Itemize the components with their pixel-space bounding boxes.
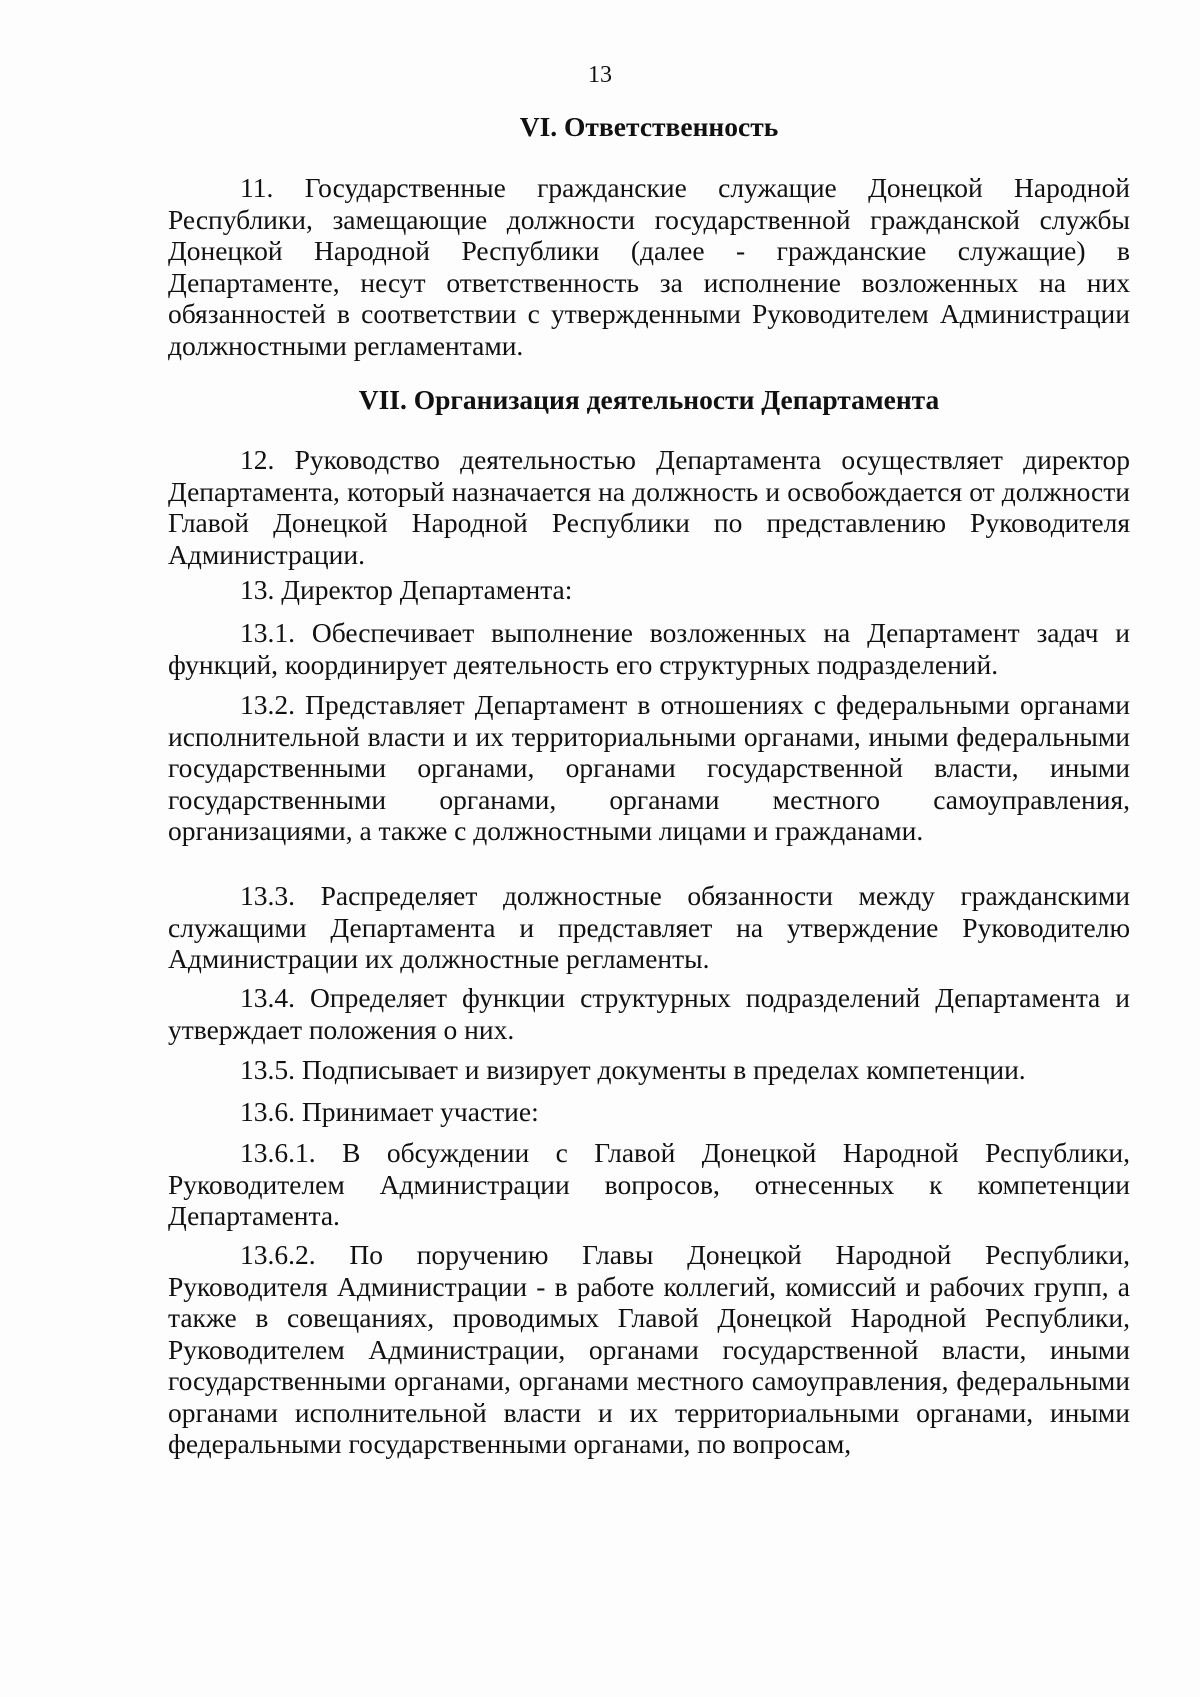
paragraph-11: 11. Государственные гражданские служащие Донецкой Народной Республики, замещающие должности государственной гражданской службы Донецкой Народной Республики (далее - гражданские служащие) в Департаменте, несут ответственность за исполнение возложенных на них обязанностей в соответствии с утвержденными Руководителем Администрации должностными регламентами. (168, 172, 1130, 361)
paragraph-13-1: 13.1. Обеспечивает выполнение возложенных на Департамент задач и функций, координирует деятельность его структурных подразделений. (168, 617, 1130, 680)
section-heading-responsibility: VI. Ответственность (519, 111, 779, 142)
paragraph-13-4: 13.4. Определяет функции структурных подразделений Департамента и утверждает положения о них. (168, 982, 1130, 1045)
paragraph-13-6-2: 13.6.2. По поручению Главы Донецкой Народной Республики, Руководителя Администрации - в работе коллегий, комиссий и рабочих групп, а также в совещаниях, проводимых Главой Донецкой Народной Республики, Руководителем Администрации, органами государственной власти, иными государственными органами, органами местного самоуправления, федеральными органами исполнительной власти и их территориальными органами, иными федеральными государственными органами, по вопросам, (168, 1239, 1130, 1459)
paragraph-13-6: 13.6. Принимает участие: (240, 1096, 539, 1127)
paragraph-13-5: 13.5. Подписывает и визирует документы в пределах компетенции. (240, 1054, 1026, 1085)
paragraph-13: 13. Директор Департамента: (240, 574, 573, 605)
paragraph-12: 12. Руководство деятельностью Департамента осуществляет директор Департамента, который назначается на должность и освобождается от должности Главой Донецкой Народной Республики по представлению Руководителя Администрации. (168, 444, 1130, 570)
paragraph-13-3: 13.3. Распределяет должностные обязанности между гражданскими служащими Департамента и представляет на утверждение Руководителю Администрации их должностные регламенты. (168, 880, 1130, 974)
paragraph-13-6-1: 13.6.1. В обсуждении с Главой Донецкой Народной Республики, Руководителем Администрации вопросов, отнесенных к компетенции Департамента. (168, 1137, 1130, 1231)
section-heading-organization: VII. Организация деятельности Департамента (358, 384, 940, 415)
paragraph-13-2: 13.2. Представляет Департамент в отношениях с федеральными органами исполнительной власти и их территориальными органами, иными федеральными государственными органами, органами государственной власти, иными государственными органами, органами местного самоуправления, организациями, а также с должностными лицами и гражданами. (168, 689, 1130, 846)
page-number: 13 (588, 62, 612, 88)
